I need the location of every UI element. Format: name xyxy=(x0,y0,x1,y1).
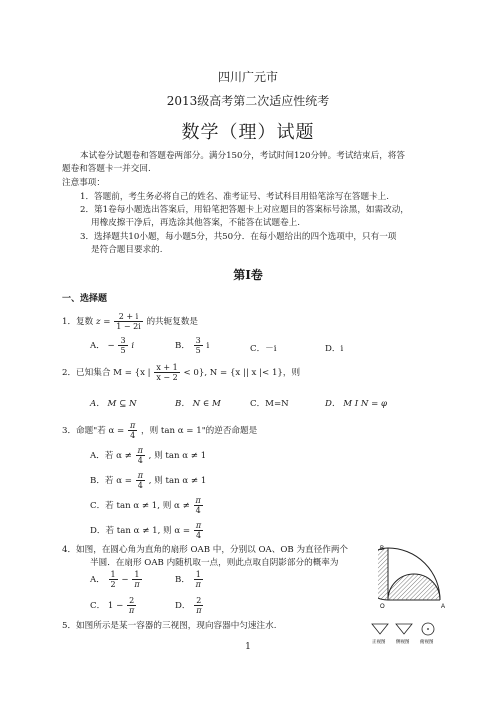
q2-num: x + 1 xyxy=(156,363,178,372)
q4-option-d xyxy=(175,596,204,615)
question-3 xyxy=(62,421,257,440)
intro-line-1: 本试卷分试题卷和答题卷两部分。满分150分，考试时间120分钟。考试结束后，将答 xyxy=(80,151,405,161)
q3-c-pi: π xyxy=(195,496,201,505)
q2-option-c: C．M=N xyxy=(250,399,289,409)
q4-c-num: 2 xyxy=(127,596,136,606)
notice-3a: 3．选择题共10小题，每小题5分，共50分．在每小题给出的四个选项中，只有一项 xyxy=(80,232,397,242)
q3-b-pi: π xyxy=(137,471,143,480)
q4-d-den: π xyxy=(196,606,202,615)
q1-a-num: 3 xyxy=(120,336,126,345)
q2-den: x − 2 xyxy=(156,373,178,382)
section-title: 第Ⅰ卷 xyxy=(233,268,263,282)
q1-b-fraction xyxy=(194,336,203,355)
notice-2b: 用橡皮擦干净后，再选涂其他答案，不能答在试题卷上. xyxy=(91,218,300,228)
question-2 xyxy=(62,363,300,382)
semicircle-oa xyxy=(388,574,440,600)
semicircle-ob xyxy=(378,548,388,600)
q4-option-a xyxy=(90,570,143,589)
q2-lead: 2．已知集合 M = xyxy=(62,368,132,378)
city-title: 四川广元市 xyxy=(217,70,278,84)
q4-a-d2: π xyxy=(134,580,140,589)
q4-c-den: π xyxy=(129,606,135,615)
q1-option-c: C．－i xyxy=(250,344,277,354)
q4-c-one: 1 − xyxy=(107,601,124,611)
q1-lead: 1．复数 xyxy=(62,317,94,327)
q2-m-open: {x | xyxy=(134,368,151,378)
notice-1: 1．答题前，考生务必将自己的姓名、准考证号、考试科目用铅笔涂写在答题卡上. xyxy=(80,192,389,202)
label-b: B xyxy=(380,546,385,552)
q3-b-post: , 则 tan α ≠ 1 xyxy=(148,476,207,486)
notice-title: 注意事项： xyxy=(62,178,105,188)
q4-a-n1: 1 xyxy=(110,570,116,579)
side-view-shape xyxy=(396,624,412,634)
notice-2a: 2．第1卷每小题选出答案后，用铅笔把答题卡上对应题目的答案标号涂黑，如需改动， xyxy=(80,205,409,215)
q1-option-b xyxy=(175,336,209,355)
q3-pi: π xyxy=(130,421,136,430)
q3-d-pre: D．若 tan α ≠ 1, 则 α = xyxy=(90,526,191,536)
front-view-shape xyxy=(372,624,388,634)
top-view-center xyxy=(427,628,429,630)
question-5: 5．如图所示是某一容器的三视图，现向容器中匀速注水. xyxy=(62,621,277,631)
q4-a-n2: 1 xyxy=(132,570,141,580)
q1-option-a xyxy=(90,336,134,355)
q4-option-c xyxy=(90,596,137,615)
q3-option-b xyxy=(90,471,206,490)
q1-b-num: 3 xyxy=(195,336,201,345)
side-view-label: 侧视图 xyxy=(396,640,410,645)
q4-b-frac xyxy=(194,570,203,589)
q3-b-pre: B．若 α = xyxy=(90,476,132,486)
q3-b-fraction xyxy=(136,471,145,490)
q3-d-four: 4 xyxy=(195,531,202,540)
q1-denominator: 1 − 2i xyxy=(116,322,141,331)
part-title: 一、选择题 xyxy=(62,294,108,304)
q3-c-fraction xyxy=(194,496,203,515)
page-number: 1 xyxy=(245,642,251,652)
question-1 xyxy=(62,312,198,331)
q3-four: 4 xyxy=(130,431,136,440)
q4-c-frac xyxy=(127,596,136,615)
q4-a-minus: − xyxy=(121,575,129,585)
q4-a-frac-2 xyxy=(132,570,141,589)
q3-d-fraction xyxy=(194,521,203,540)
q1-a-fraction xyxy=(118,336,127,355)
top-view-label: 俯视图 xyxy=(420,640,434,645)
q2-option-a: A． M ⊆ N xyxy=(90,399,137,409)
question-4-line-2: 半圆．在扇形 OAB 内随机取一点，则此点取自阴影部分的概率为 xyxy=(90,558,339,568)
q4-d-label: D． xyxy=(175,601,191,611)
q3-lead: 3．命题"若 α = xyxy=(62,426,125,436)
q1-a-den: 5 xyxy=(120,346,126,355)
q1-a-i: i xyxy=(131,341,135,351)
q3-a-fraction xyxy=(136,446,145,465)
q3-d-pi: π xyxy=(195,521,202,530)
q2-m-close: < 0}, N = {x || x |< 1}，则 xyxy=(183,368,301,378)
q3-a-pre: A．若 α ≠ xyxy=(90,451,132,461)
q1-b-label: B． xyxy=(175,341,190,351)
q4-d-frac xyxy=(194,596,203,615)
q2-option-d: D． M I N = φ xyxy=(325,399,388,409)
q1-a-sign: − xyxy=(107,341,115,351)
q1-b-den: 5 xyxy=(195,346,201,355)
q3-option-c xyxy=(90,496,204,515)
question-4-line-1: 4．如图，在圆心角为直角的扇形 OAB 中，分别以 OA、OB 为直径作两个 xyxy=(62,545,349,555)
label-o: O xyxy=(380,604,385,610)
q4-b-den: π xyxy=(195,580,201,589)
q3-option-a xyxy=(90,446,206,465)
q1-option-d: D．i xyxy=(325,344,344,354)
q3-c-pre: C．若 tan α ≠ 1, 则 α ≠ xyxy=(90,501,190,511)
q4-a-label: A． xyxy=(90,575,105,585)
q4-b-label: B． xyxy=(175,575,190,585)
q3-fraction xyxy=(128,421,137,440)
q1-tail: 的共轭复数是 xyxy=(146,317,199,327)
q1-a-label: A． xyxy=(90,341,105,351)
q1-z: z = xyxy=(95,317,111,327)
q4-a-d1: 2 xyxy=(110,580,116,589)
q3-b-four: 4 xyxy=(137,481,143,490)
sector-figure xyxy=(378,538,448,612)
q2-option-b: B． N ∈ M xyxy=(175,399,221,409)
front-view-label: 正视图 xyxy=(372,640,386,645)
q3-c-four: 4 xyxy=(195,506,201,515)
q3-mid: ，则 tan α = 1"的逆否命题是 xyxy=(141,426,258,436)
intro-line-2: 题卷和答题卡一并交回. xyxy=(62,164,151,174)
q4-option-b xyxy=(175,570,204,589)
q4-b-num: 1 xyxy=(194,570,203,580)
q3-a-four: 4 xyxy=(137,456,143,465)
q1-numerator: 2 + i xyxy=(114,312,143,322)
q3-a-pi: π xyxy=(137,446,143,455)
q1-b-i: i xyxy=(206,341,210,351)
q4-d-num: 2 xyxy=(194,596,203,606)
q3-option-d xyxy=(90,521,204,540)
q1-fraction xyxy=(114,312,143,331)
subject-title: 数学（理）试题 xyxy=(181,122,315,143)
q4-a-frac-1 xyxy=(109,570,118,589)
q2-fraction xyxy=(154,363,179,382)
notice-3b: 是符合题目要求的. xyxy=(91,245,163,255)
q3-a-post: , 则 tan α ≠ 1 xyxy=(148,451,207,461)
q4-c-label: C． xyxy=(90,601,106,611)
exam-title: 2013级高考第二次适应性统考 xyxy=(166,94,330,108)
label-a: A xyxy=(441,604,446,610)
